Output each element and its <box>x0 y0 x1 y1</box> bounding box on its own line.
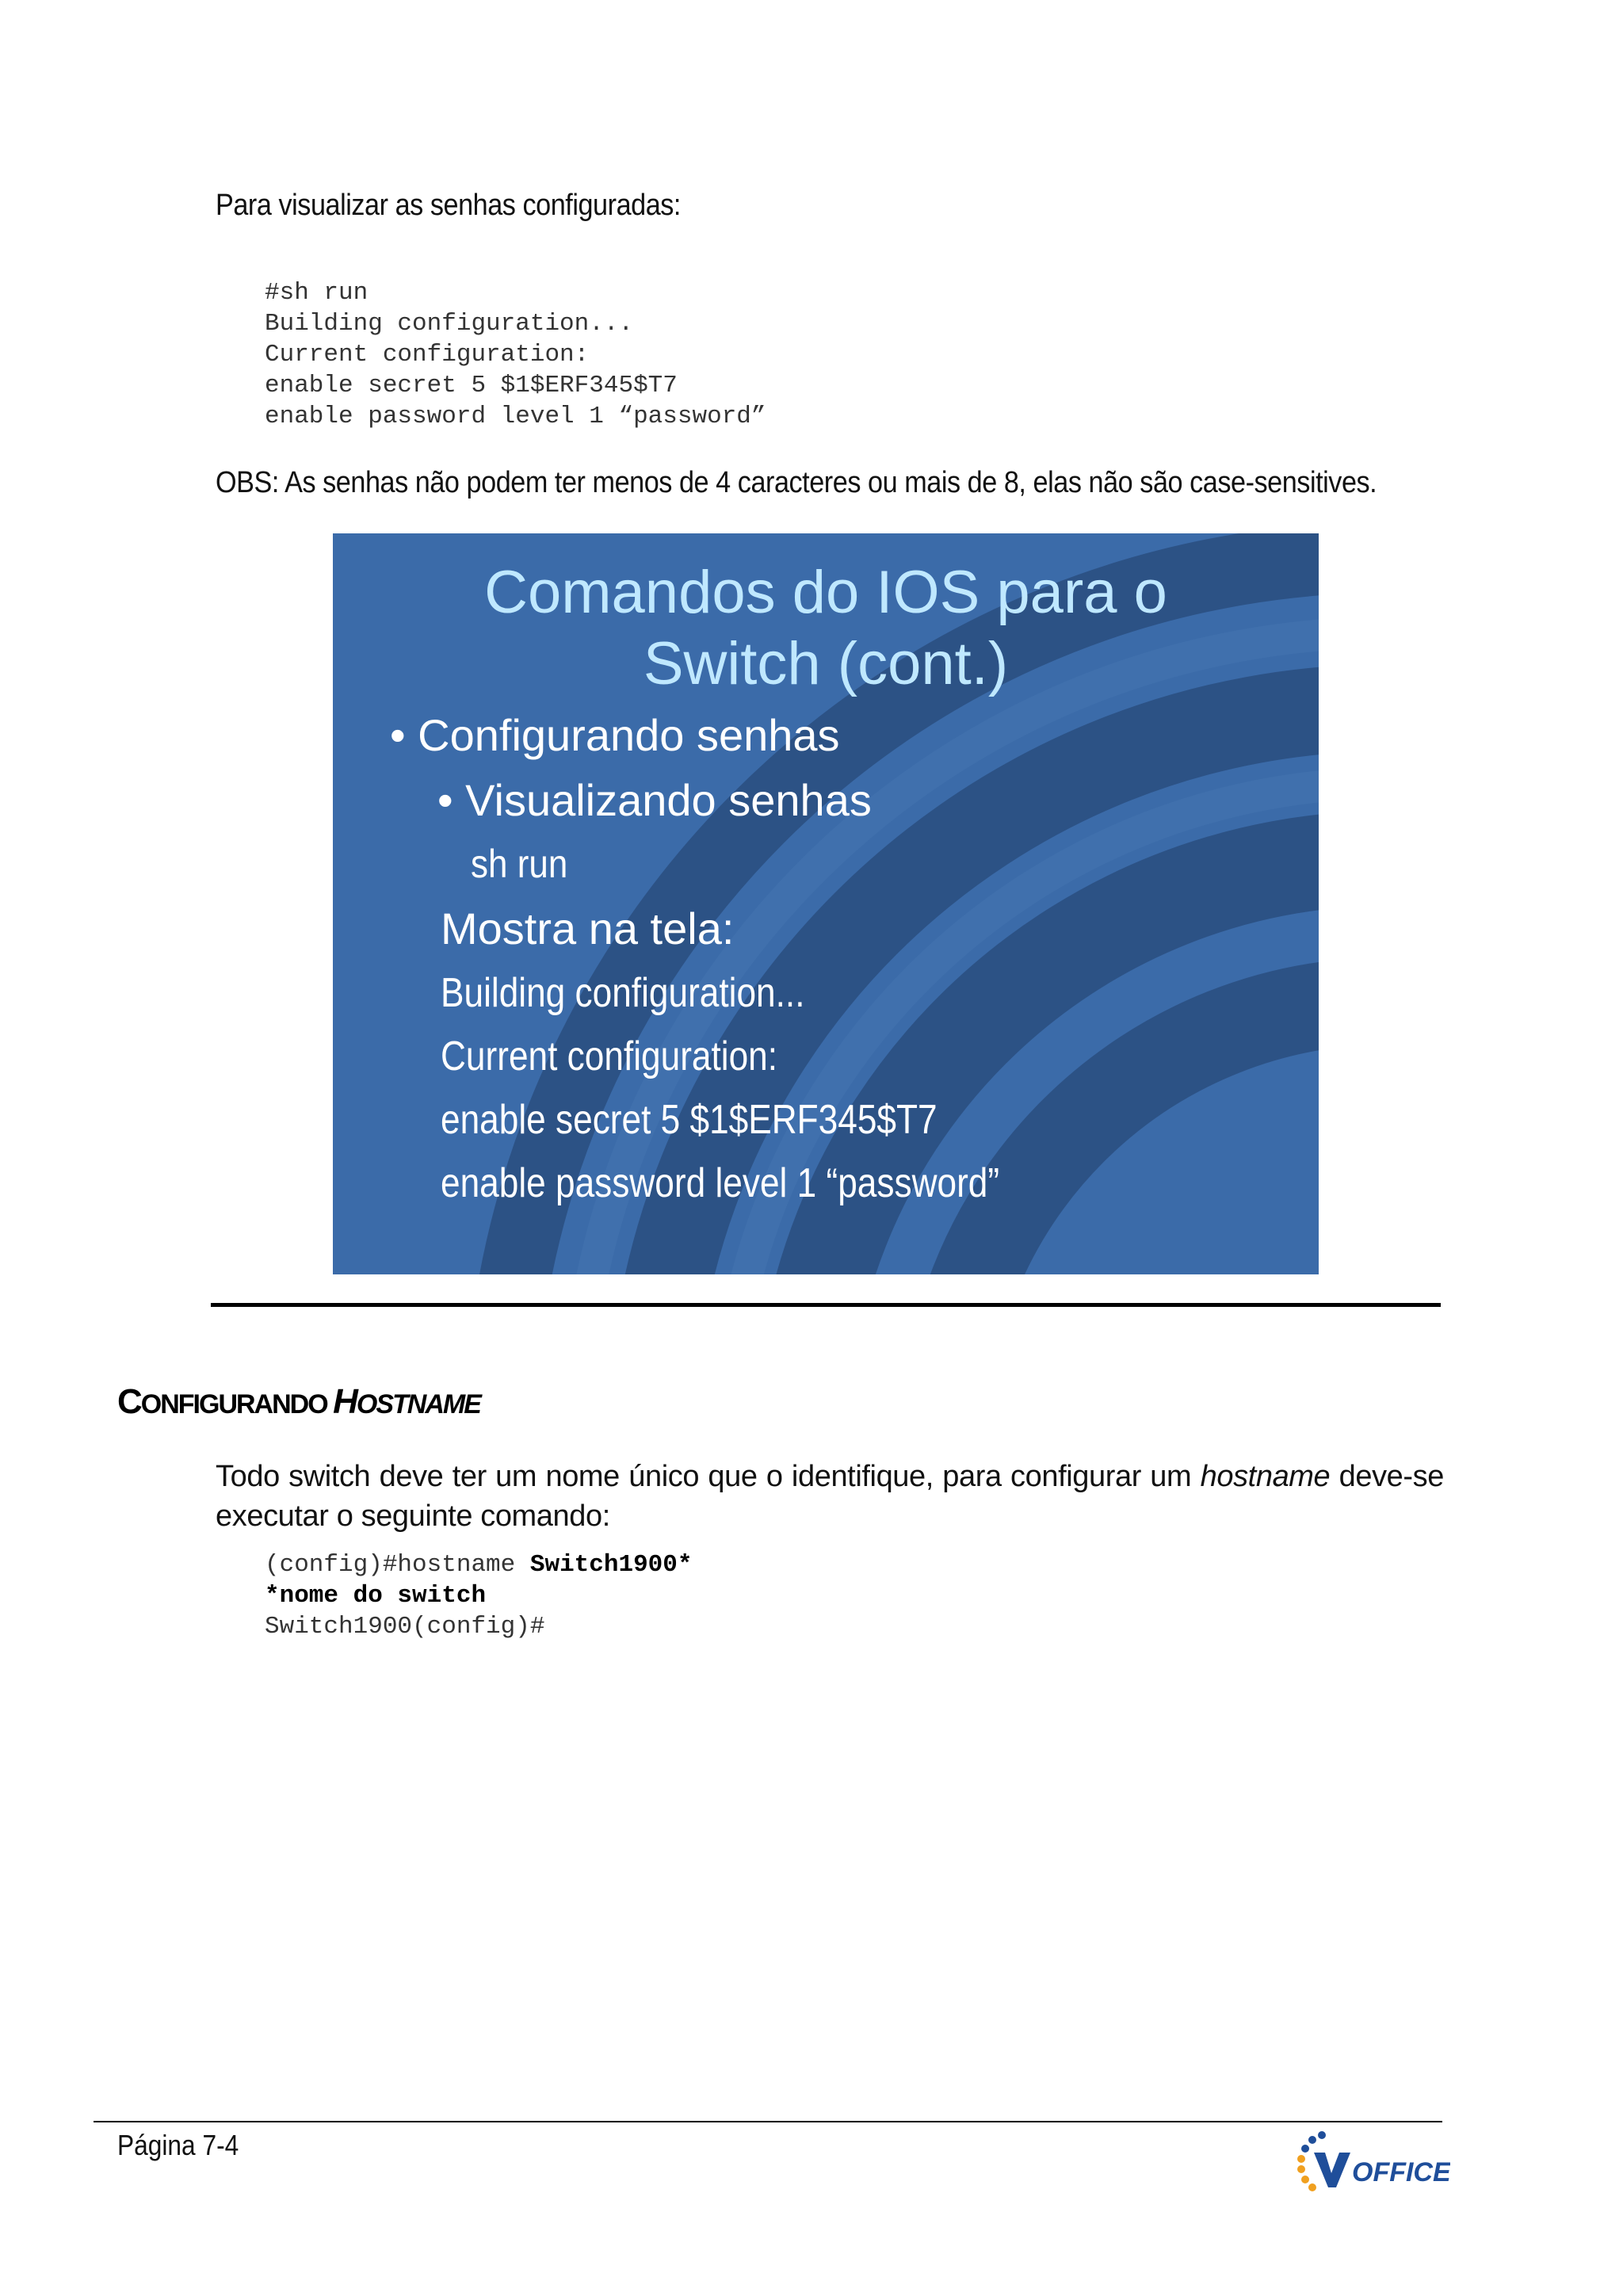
code-line: #sh run <box>265 279 369 307</box>
code-line: enable password level 1 “password” <box>265 403 766 430</box>
slide-output-line: Building configuration... <box>441 970 805 1016</box>
slide-text: Mostra na tela: <box>441 904 735 953</box>
heading-cap: H <box>333 1382 357 1421</box>
heading-rest: ONFIGURANDO <box>140 1389 334 1419</box>
code-block-sh-run <box>265 277 766 432</box>
code-line <box>265 1580 693 1611</box>
slide-image <box>333 533 1319 1274</box>
section-heading <box>117 1382 480 1422</box>
page-number: Página 7-4 <box>117 2129 239 2161</box>
code-block-hostname <box>265 1549 693 1642</box>
slide-title-line: Comandos do IOS para o <box>484 559 1167 626</box>
slide-command: sh run <box>471 842 568 886</box>
code-line: enable secret 5 $1$ERF345$T7 <box>265 372 678 399</box>
code-line <box>265 1549 693 1580</box>
office-logo <box>1284 2124 1450 2203</box>
para-text: Todo switch deve ter um nome único que o identifique, para configurar um <box>216 1460 1201 1493</box>
code-line: Current configuration: <box>265 341 590 369</box>
body-paragraph <box>216 1457 1444 1536</box>
slide-title <box>333 557 1319 700</box>
section-divider <box>211 1303 1441 1307</box>
code-line: Switch1900(config)# <box>265 1613 545 1641</box>
obs-note: OBS: As senhas não podem ter menos de 4 caracteres ou mais de 8, elas não são case-sensitives. <box>216 466 1377 499</box>
para-text: deve-se executar o seguinte comando: <box>216 1460 1444 1533</box>
code-bold: Switch1900* <box>529 1551 693 1579</box>
slide-output-line: enable password level 1 “password” <box>441 1160 1000 1206</box>
footer-divider <box>94 2121 1442 2122</box>
code-prefix: (config)#hostname <box>265 1551 530 1579</box>
logo-icon <box>1284 2124 1450 2203</box>
slide-output-line: Current configuration: <box>441 1033 778 1079</box>
para-italic: hostname <box>1200 1460 1331 1493</box>
heading-rest: OSTNAME <box>356 1389 480 1419</box>
slide-output-line: enable secret 5 $1$ERF345$T7 <box>441 1097 938 1143</box>
slide-bullet: • Configurando senhas <box>390 710 840 760</box>
logo-text: OFFICE <box>1352 2157 1450 2187</box>
heading-cap: C <box>117 1382 141 1421</box>
code-bold: *nome do switch <box>265 1582 487 1610</box>
intro-text: Para visualizar as senhas configuradas: <box>216 189 681 222</box>
code-line: Building configuration... <box>265 310 634 338</box>
slide-sub-bullet: • Visualizando senhas <box>437 775 872 825</box>
slide-title-line: Switch (cont.) <box>643 630 1009 697</box>
